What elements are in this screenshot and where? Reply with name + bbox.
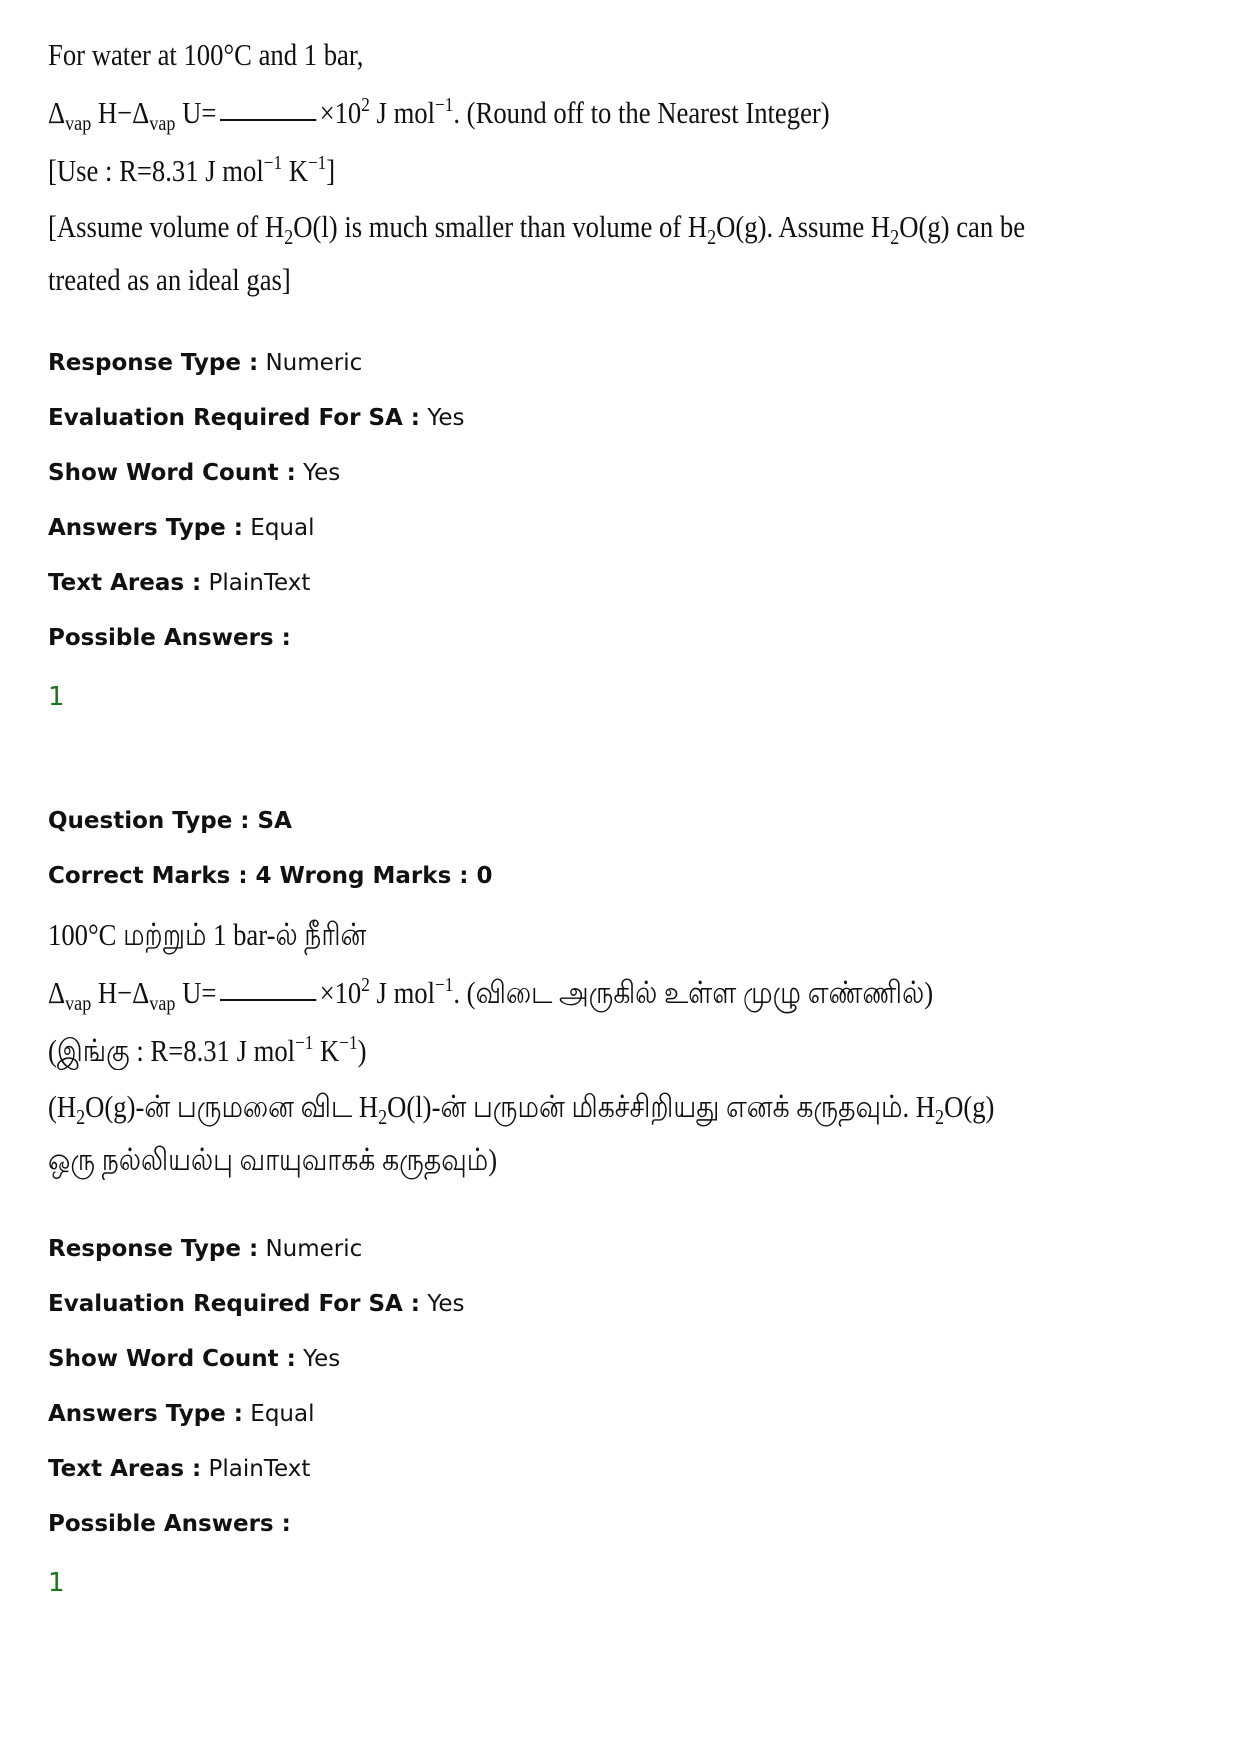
q1-assumption-1: [Assume volume of $H_2O(l)$ is much smaller than volume of $H_2O(g)$. Assume $H_2O(g)$ can be (48, 209, 1026, 249)
possible-answers-label: Possible Answers : (48, 1511, 291, 1537)
text-areas: Text Areas : PlainText (48, 570, 311, 596)
question-2-header (48, 810, 1148, 890)
q1-equation: $\Delta_{vap}$ $H-\Delta_{vap}$ $U= \times 10^2$ J mol$^{-1}$. (Round off to the Nearest Integer) (48, 94, 830, 135)
evaluation-required: Evaluation Required For SA : Yes (48, 405, 465, 431)
evaluation-required: Evaluation Required For SA : Yes (48, 1291, 465, 1317)
q1-line-intro: For water at 100°C and 1 bar, (48, 37, 364, 72)
response-type: Response Type : Numeric (48, 1236, 363, 1262)
show-word-count: Show Word Count : Yes (48, 460, 341, 486)
response-type: Response Type : Numeric (48, 350, 363, 376)
q1-assumption-2: treated as an ideal gas] (48, 262, 291, 297)
answers-type: Answers Type : Equal (48, 1401, 315, 1427)
answer-blank (220, 999, 316, 1001)
marks: Correct Marks : 4 Wrong Marks : 0 (48, 863, 493, 889)
possible-answer-value: 1 (48, 1568, 65, 1598)
q1-use-r: [Use : R=8.31 J mol$^{-1}$ $K^{-1}$] (48, 152, 336, 188)
show-word-count: Show Word Count : Yes (48, 1346, 341, 1372)
possible-answers-label: Possible Answers : (48, 625, 291, 651)
question-2-meta (48, 1238, 1148, 1598)
text-areas: Text Areas : PlainText (48, 1456, 311, 1482)
question-1-meta (48, 352, 1148, 712)
question-type: Question Type : SA (48, 808, 292, 834)
q2-assumption-1: ($H_2O(g)-ன்$ பருமனை விட $H_2O(l)-ன்$ பருமன் மிகச்சிறியது எனக் கருதவும். $H_2O(g)$ (48, 1089, 995, 1129)
q2-line-intro: 100°C மற்றும் 1 bar-ல் நீரின் (48, 917, 367, 952)
answers-type: Answers Type : Equal (48, 515, 315, 541)
answer-blank (220, 119, 316, 121)
q2-use-r: (இங்கு : R=8.31 J mol$^{-1}$ $K^{-1}$) (48, 1032, 367, 1068)
possible-answer-value: 1 (48, 682, 65, 712)
q2-assumption-2: ஒரு நல்லியல்பு வாயுவாகக் கருதவும்) (48, 1142, 498, 1177)
q2-equation: $\Delta_{vap}$ $H-\Delta_{vap}$ $U= \times 10^2$ J mol$^{-1}$. (விடை அருகில் உள்ள முழு எண்ணில்) (48, 974, 934, 1015)
